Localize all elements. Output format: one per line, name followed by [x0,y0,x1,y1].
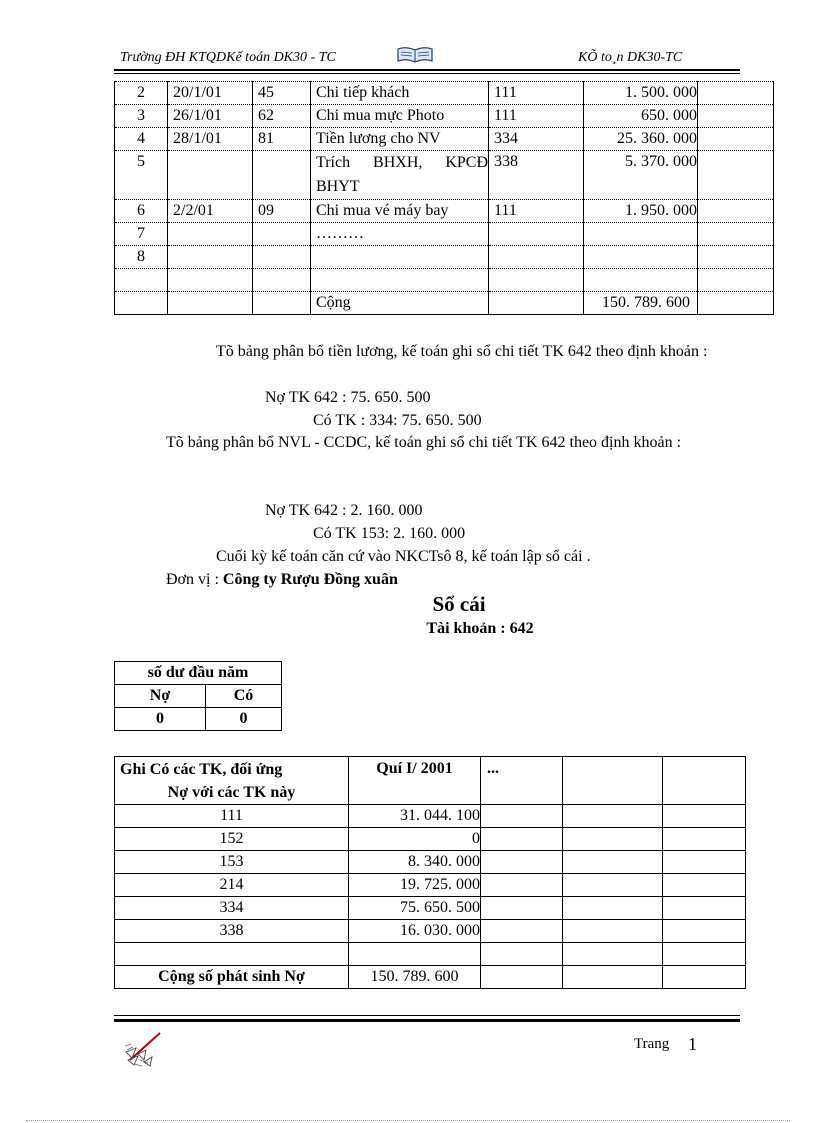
journal-cell-desc: Tiền lương cho NV [311,128,489,151]
ledger-subtitle: Tài khoản : 642 [426,620,534,637]
ledger-table [114,756,746,989]
journal-total-row [115,292,774,315]
ledger-account: 214 [115,874,349,897]
journal-table [114,81,774,315]
journal-cell-acc [489,269,584,292]
journal-cell-amount: 25. 360. 000 [584,128,698,151]
journal-cell-doc [253,151,311,200]
journal-cell-date: 2/2/01 [168,200,253,223]
journal-cell-no: 8 [115,246,168,269]
journal-row [115,246,774,269]
ledger-header-row [115,757,746,805]
ledger-total-label: Cộng số phát sinh Nợ [115,966,349,989]
journal-row [115,269,774,292]
journal-cell-date: 20/1/01 [168,82,253,105]
unit-label: Đơn vị : [166,571,223,588]
journal-cell-doc [253,223,311,246]
ledger-row [115,874,746,897]
journal-row [115,82,774,105]
journal-cell-amount: 1. 950. 000 [584,200,698,223]
entry-credit-material: Có TK 153: 2. 160. 000 [313,525,466,542]
ledger-account: 153 [115,851,349,874]
journal-cell-amount: 650. 000 [584,105,698,128]
journal-cell-no: 4 [115,128,168,151]
ledger-total-amount: 150. 789. 600 [349,966,481,989]
ledger-amount: 19. 725. 000 [349,874,481,897]
journal-cell-doc: 62 [253,105,311,128]
journal-cell-amount [584,223,698,246]
ledger-amount: 8. 340. 000 [349,851,481,874]
journal-cell-doc: 45 [253,82,311,105]
pen-ornament-icon [122,1030,164,1068]
journal-cell-no [115,269,168,292]
journal-row [115,151,774,200]
journal-cell-no: 5 [115,151,168,200]
journal-cell-acc [489,246,584,269]
journal-row [115,200,774,223]
journal-cell-acc: 111 [489,200,584,223]
journal-cell-acc [489,223,584,246]
ledger-account: 338 [115,920,349,943]
journal-cell-amount: 1. 500. 000 [584,82,698,105]
journal-total-amount: 150. 789. 600 [584,292,698,315]
ledger-account [115,943,349,966]
ledger-header-quarter: Quí I/ 2001 [349,757,481,805]
opening-balance-title: số dư đầu năm [115,662,282,685]
ledger-account: 152 [115,828,349,851]
ledger-amount [349,943,481,966]
open-book-icon [396,44,434,64]
journal-cell-doc: 81 [253,128,311,151]
entry-debit-material: Nợ TK 642 : 2. 160. 000 [265,502,423,519]
ledger-row [115,851,746,874]
journal-cell-date [168,151,253,200]
ledger-total-row [115,966,746,989]
journal-cell-desc: Chi mua vé máy bay [311,200,489,223]
journal-cell-amount [584,269,698,292]
ledger-row [115,828,746,851]
journal-cell-acc: 111 [489,82,584,105]
footer-rule-thin [114,1015,740,1016]
opening-debit-label: Nợ [115,685,206,708]
opening-credit-value: 0 [206,708,282,731]
journal-cell-date [168,269,253,292]
journal-cell-doc: 09 [253,200,311,223]
ledger-amount: 31. 044. 100 [349,805,481,828]
journal-cell-desc: Chi tiếp khách [311,82,489,105]
header-rule [114,69,740,71]
ledger-row [115,943,746,966]
journal-cell-no: 2 [115,82,168,105]
header-rule-thin [114,73,740,74]
journal-cell-doc [253,269,311,292]
opening-credit-label: Có [206,685,282,708]
ledger-header-more: ... [481,757,563,805]
ledger-account: 111 [115,805,349,828]
journal-cell-desc: ……… [311,223,489,246]
journal-cell-desc: Trích BHXH, KPCĐ BHYT [311,151,489,200]
journal-cell-amount [584,246,698,269]
journal-cell-acc: 111 [489,105,584,128]
unit-name: Công ty Rượu Đồng xuân [222,571,398,588]
footer-rule [114,1019,740,1022]
journal-row [115,128,774,151]
opening-balance-table [114,661,282,731]
opening-debit-value: 0 [115,708,206,731]
journal-cell-date: 28/1/01 [168,128,253,151]
ledger-amount: 16. 030. 000 [349,920,481,943]
ledger-row [115,897,746,920]
page-number: 1 [688,1034,697,1054]
journal-cell-desc [311,269,489,292]
journal-cell-date [168,223,253,246]
unit-line [166,569,398,591]
journal-row [115,105,774,128]
entry-debit-salary: Nợ TK 642 : 75. 650. 500 [265,389,431,406]
journal-total-label: Cộng [311,292,489,315]
ledger-amount: 0 [349,828,481,851]
header-left-text: Trường ĐH KTQDKế toán DK30 - TC [120,50,336,65]
journal-cell-desc [311,246,489,269]
journal-cell-acc: 334 [489,128,584,151]
journal-cell-date [168,246,253,269]
ledger-row [115,920,746,943]
ledger-amount: 75. 650. 500 [349,897,481,920]
ledger-header-accounts: Ghi Có các TK, đối ứng Nợ với các TK này [115,757,349,805]
journal-cell-doc [253,246,311,269]
journal-cell-no: 3 [115,105,168,128]
header-right-text: KÕ to¸n DK30-TC [578,50,683,65]
journal-row [115,223,774,246]
paragraph-salary-allocation: Tõ bảng phân bổ tiền lương, kế toán ghi sổ chi tiết TK 642 theo định khoản : [216,343,708,360]
entry-credit-salary: Có TK : 334: 75. 650. 500 [313,412,482,429]
ledger-title: Sổ cái [432,592,486,616]
page-label: Trang [634,1036,670,1052]
journal-cell-date: 26/1/01 [168,105,253,128]
journal-cell-amount: 5. 370. 000 [584,151,698,200]
ledger-account: 334 [115,897,349,920]
page-bottom-edge [26,1120,790,1121]
ledger-row [115,805,746,828]
journal-cell-desc: Chi mua mực Photo [311,105,489,128]
paragraph-period-end: Cuối kỳ kế toán căn cứ vào NKCTsô 8, kế toán lập sổ cái . [216,548,591,565]
journal-cell-acc: 338 [489,151,584,200]
paragraph-material-allocation: Tõ bảng phân bổ NVL - CCDC, kế toán ghi sổ chi tiết TK 642 theo định khoản : [166,434,682,451]
journal-cell-no: 6 [115,200,168,223]
journal-cell-no: 7 [115,223,168,246]
